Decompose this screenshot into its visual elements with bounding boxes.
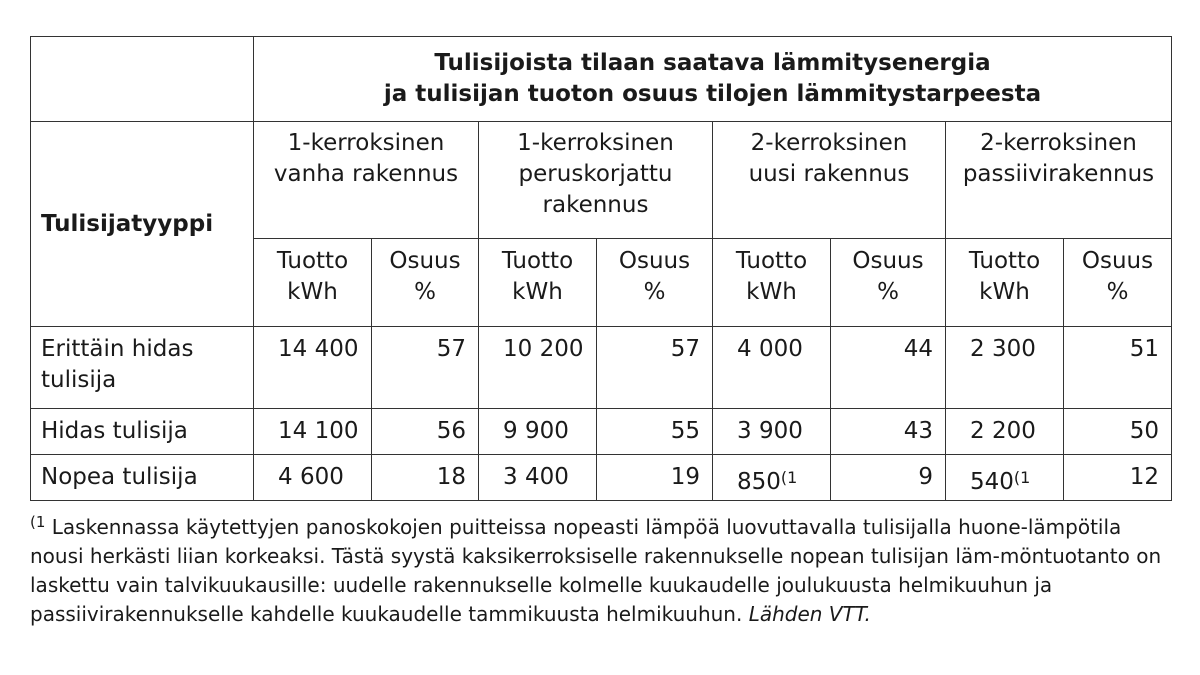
table-row (31, 455, 1172, 501)
heating-energy-table (30, 36, 1172, 501)
tuotto-cell: 4 600 (254, 455, 372, 501)
tuotto-cell: 14 400 (254, 327, 372, 409)
tuotto-cell: 2 200 (946, 409, 1064, 455)
row-label: Nopea tulisija (31, 455, 254, 501)
group-header-3: 2-kerroksinen uusi rakennus (713, 122, 946, 239)
tuotto-cell: 14 100 (254, 409, 372, 455)
tuotto-value: 540 (970, 469, 1014, 495)
type-column-header: Tulisijatyyppi (31, 122, 254, 327)
tuotto-cell: 9 900 (479, 409, 597, 455)
table-title (254, 37, 1172, 122)
osuus-cell: 43 (831, 409, 946, 455)
table-row (31, 409, 1172, 455)
osuus-cell: 44 (831, 327, 946, 409)
table-title-line-1: Tulisijoista tilaan saatava lämmitysenergia (434, 50, 991, 76)
sub-header-osuus: Osuus % (831, 239, 946, 327)
footnote-text: Laskennassa käytettyjen panoskokojen puitteissa nopeasti lämpöä luovuttavalla tulisijalla huone-lämpötila nousi herkästi liian korkeaksi. Tästä syystä kaksikerroksiselle rakennukselle nopean tulisijan läm-möntuotanto on laskettu vain talvikuukausille: uudelle rakennukselle kolmelle kuukaudelle joulukuusta helmikuuhun ja passiivirakennukselle kahdelle kuukaudelle tammikuusta helmikuuhun. (30, 515, 1162, 626)
osuus-cell: 57 (372, 327, 479, 409)
group-header-2: 1-kerroksinen peruskorjattu rakennus (479, 122, 713, 239)
osuus-cell: 50 (1064, 409, 1172, 455)
tuotto-cell (946, 455, 1064, 501)
tuotto-cell: 3 400 (479, 455, 597, 501)
table-title-line-2: ja tulisijan tuoton osuus tilojen lämmitystarpeesta (383, 81, 1042, 107)
tuotto-value: 850 (737, 469, 781, 495)
tuotto-cell (713, 455, 831, 501)
tuotto-cell: 3 900 (713, 409, 831, 455)
osuus-cell: 56 (372, 409, 479, 455)
group-header-1: 1-kerroksinen vanha rakennus (254, 122, 479, 239)
sub-header-osuus: Osuus % (1064, 239, 1172, 327)
footnote-source: Lähden VTT. (748, 602, 871, 626)
osuus-cell: 19 (597, 455, 713, 501)
sub-header-tuotto: Tuotto kWh (713, 239, 831, 327)
osuus-cell: 51 (1064, 327, 1172, 409)
osuus-cell: 12 (1064, 455, 1172, 501)
footnote-marker: (1 (1013, 468, 1031, 487)
osuus-cell: 57 (597, 327, 713, 409)
osuus-cell: 55 (597, 409, 713, 455)
sub-header-osuus: Osuus % (372, 239, 479, 327)
group-header-4: 2-kerroksinen passiivirakennus (946, 122, 1172, 239)
row-label: Hidas tulisija (31, 409, 254, 455)
tuotto-cell: 10 200 (479, 327, 597, 409)
sub-header-tuotto: Tuotto kWh (254, 239, 372, 327)
footnote-marker: (1 (780, 468, 798, 487)
osuus-cell: 18 (372, 455, 479, 501)
sub-header-tuotto: Tuotto kWh (479, 239, 597, 327)
sub-header-osuus: Osuus % (597, 239, 713, 327)
table-row (31, 327, 1172, 409)
osuus-cell: 9 (831, 455, 946, 501)
corner-cell (31, 37, 254, 122)
footnote-mark: (1 (30, 513, 46, 531)
tuotto-cell: 4 000 (713, 327, 831, 409)
footnote (30, 508, 1180, 629)
row-label: Erittäin hidas tulisija (31, 327, 254, 409)
tuotto-cell: 2 300 (946, 327, 1064, 409)
sub-header-tuotto: Tuotto kWh (946, 239, 1064, 327)
